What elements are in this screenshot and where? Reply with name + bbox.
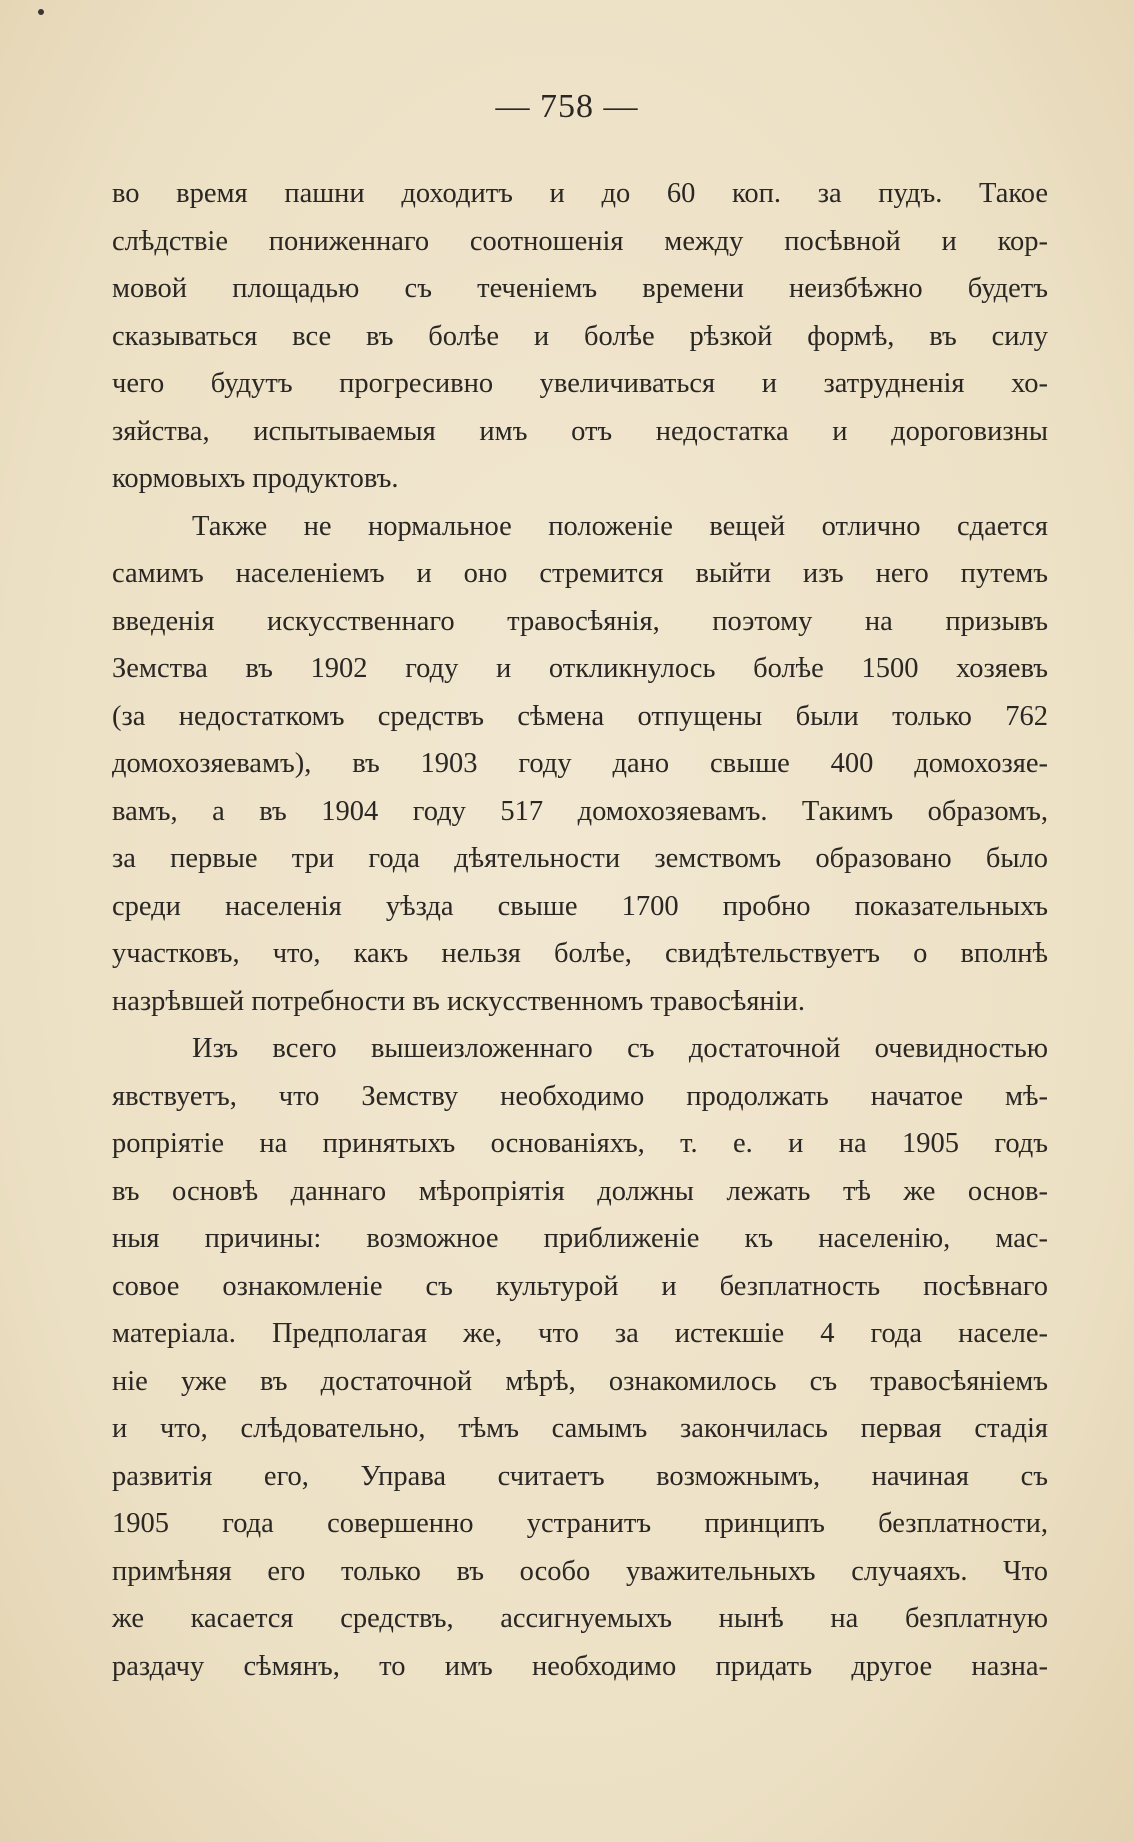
page-number: — 758 — <box>495 88 639 125</box>
text-line: сказываться все въ болѣе и болѣе рѣзкой формѣ, въ силу <box>112 320 1048 352</box>
text-line: вамъ, а въ 1904 году 517 домохозяевамъ. Такимъ образомъ, <box>112 795 1048 827</box>
page-text <box>112 170 1048 1690</box>
text-line: явствуетъ, что Земству необходимо продолжать начатое мѣ- <box>112 1080 1048 1112</box>
text-line: мовой площадью съ теченіемъ времени неизбѣжно будетъ <box>112 273 1048 304</box>
text-line: же касается средствъ, ассигнуемыхъ нынѣ на безплатную <box>112 1603 1048 1634</box>
text-line: среди населенія уѣзда свыше 1700 пробно показательныхъ <box>112 890 1048 922</box>
text-line: ропріятіе на принятыхъ основаніяхъ, т. е. и на 1905 годъ <box>112 1128 1048 1159</box>
text-line: домохозяевамъ), въ 1903 году дано свыше 400 домохозяе- <box>112 748 1048 779</box>
text-line: примѣняя его только въ особо уважительныхъ случаяхъ. Что <box>112 1555 1048 1587</box>
text-line: Также не нормальное положеніе вещей отлично сдается <box>192 510 1048 542</box>
text-line: зяйства, испытываемыя имъ отъ недостатка и дороговизны <box>112 415 1048 447</box>
text-line: (за недостаткомъ средствъ сѣмена отпущены были только 762 <box>112 700 1048 732</box>
ink-speck <box>38 9 44 15</box>
text-line: въ основѣ даннаго мѣропріятія должны лежать тѣ же основ- <box>112 1175 1048 1207</box>
text-line: во время пашни доходитъ и до 60 коп. за пудъ. Такое <box>112 178 1048 209</box>
text-line: совое ознакомленіе съ культурой и безплатность посѣвнаго <box>112 1270 1048 1302</box>
text-line: и что, слѣдовательно, тѣмъ самымъ закончилась первая стадія <box>112 1413 1048 1444</box>
text-line: кормовыхъ продуктовъ. <box>112 463 399 494</box>
text-line: 1905 года совершенно устранитъ принципъ безплатности, <box>112 1508 1048 1539</box>
text-line: чего будутъ прогресивно увеличиваться и затрудненія хо- <box>112 368 1048 399</box>
text-line: ніе уже въ достаточной мѣрѣ, ознакомилось съ травосѣяніемъ <box>112 1365 1048 1397</box>
text-line: матеріала. Предполагая же, что за истекшіе 4 года населе- <box>112 1318 1048 1349</box>
text-line: назрѣвшей потребности въ искусственномъ травосѣяніи. <box>112 985 806 1017</box>
paragraph <box>112 1025 1048 1690</box>
text-line: Изъ всего вышеизложеннаго съ достаточной очевидностью <box>192 1033 1048 1064</box>
text-line: развитія его, Управа считаетъ возможнымъ, начиная съ <box>112 1460 1048 1492</box>
text-line: введенія искусственнаго травосѣянія, поэтому на призывъ <box>112 605 1048 637</box>
text-line: ныя причины: возможное приближеніе къ населенію, мас- <box>112 1223 1048 1254</box>
text-line: участковъ, что, какъ нельзя болѣе, свидѣтельствуетъ о вполнѣ <box>112 938 1048 969</box>
text-line: Земства въ 1902 году и откликнулось болѣе 1500 хозяевъ <box>112 653 1048 684</box>
text-line: раздачу сѣмянъ, то имъ необходимо придать другое назна- <box>112 1650 1048 1682</box>
paragraph <box>112 170 1048 503</box>
text-line: за первые три года дѣятельности земствомъ образовано было <box>112 843 1048 874</box>
text-line: самимъ населеніемъ и оно стремится выйти изъ него путемъ <box>112 558 1048 589</box>
text-line: слѣдствіе пониженнаго соотношенія между посѣвной и кор- <box>112 225 1048 257</box>
paragraph <box>112 503 1048 1026</box>
